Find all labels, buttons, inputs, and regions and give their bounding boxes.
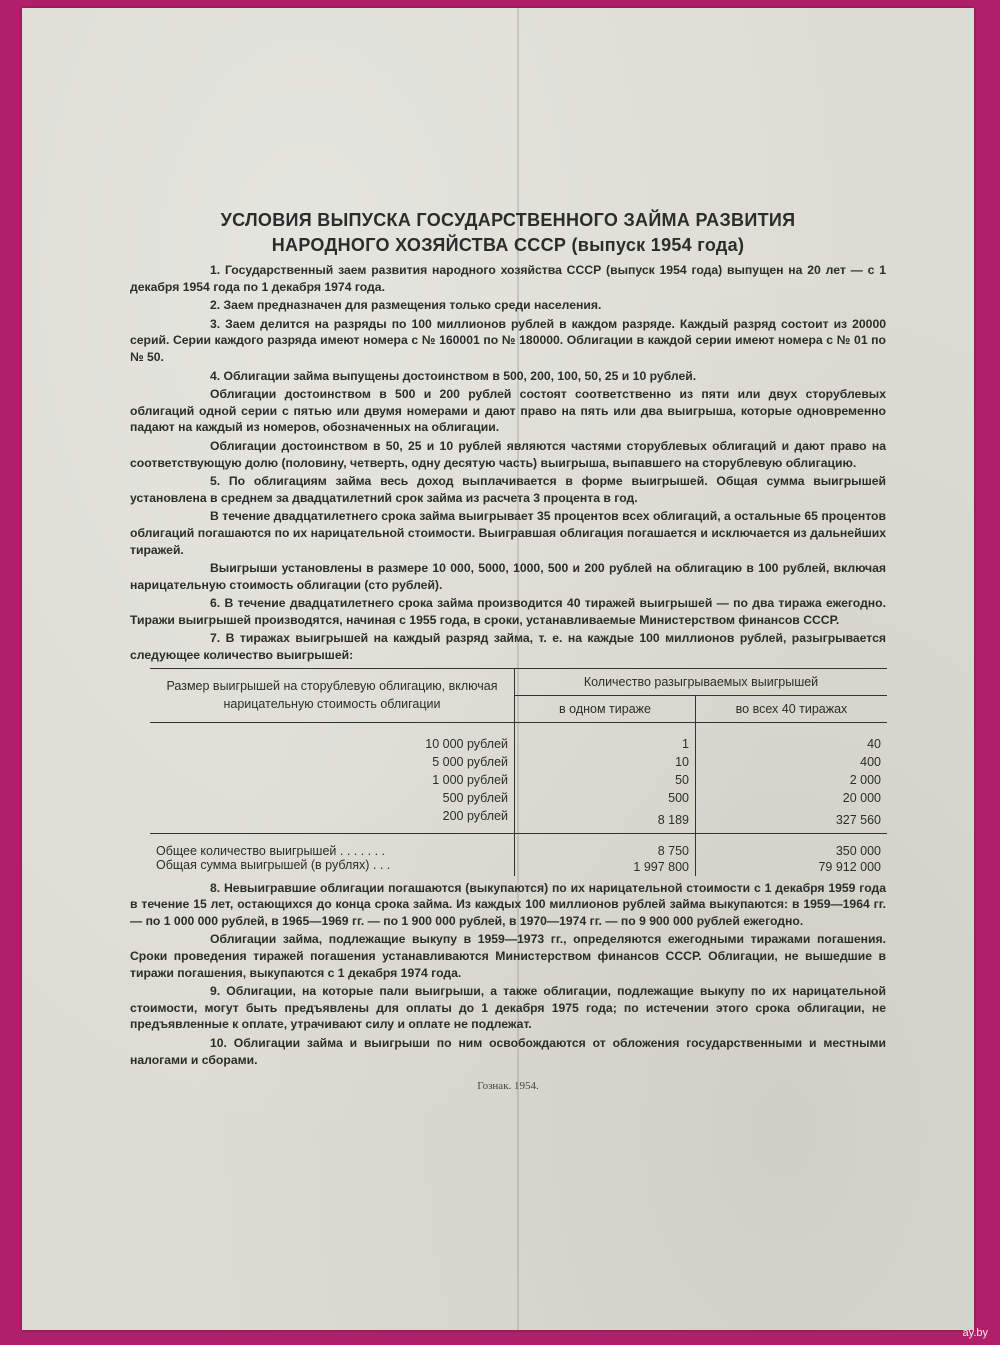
cell-size: 200 рублей <box>150 807 515 834</box>
table-row <box>150 807 887 834</box>
paragraph: 5. По облигациям займа весь доход выплачивается в форме выигрышей. Общая сумма выигрышей установлена в среднем за двадцатилетний срок займа из расчета 3 процента в год. <box>130 474 886 505</box>
total-sum-one: 1 997 800 <box>515 858 696 876</box>
document-title <box>130 208 886 258</box>
cell-all: 40 <box>867 736 881 751</box>
table-row <box>150 722 887 753</box>
paragraph: 6. В течение двадцатилетнего срока займа производится 40 тиражей выигрышей — по два тиража ежегодно. Тиражи выигрышей производятся, начиная с 1955 года, в сроки, устанавливаемые Министерством финансов СССР. <box>130 596 886 627</box>
title-line-2: НАРОДНОГО ХОЗЯЙСТВА СССР (выпуск 1954 года) <box>271 235 745 255</box>
title-line-1: УСЛОВИЯ ВЫПУСКА ГОСУДАРСТВЕННОГО ЗАЙМА РАЗВИТИЯ <box>220 210 796 230</box>
cell-one: 10 <box>515 753 696 771</box>
cell-one: 8 189 <box>515 807 696 834</box>
paragraph: В течение двадцатилетнего срока займа выигрывает 35 процентов всех облигаций, а остальные 65 процентов облигаций погашаются по их нарицательной стоимости. Выигравшая облигация погашается и исключается из дальнейших тиражей. <box>130 509 886 557</box>
paragraph: Облигации достоинством в 50, 25 и 10 рублей являются частями сторублевых облигаций и дают право на соответствующую долю (половину, четверть, одну десятую часть) выигрыша, выпавшего на сторублевую облигацию. <box>130 438 886 470</box>
bond-sheet <box>22 8 974 1330</box>
total-count-label: Общее количество выигрышей . . . . . . . <box>150 833 515 858</box>
paragraph: 3. Заем делится на разряды по 100 миллионов рублей в каждом разряде. Каждый разряд состоит из 20000 серий. Серии каждого разряда имеют номера с № 160001 по № 180000. Облигации в каждой серии имеют номера с № 01 по № 50. <box>130 316 886 364</box>
watermark: ay.by <box>962 1327 988 1339</box>
cell-size: 1 000 рублей <box>150 771 515 789</box>
table-row <box>150 753 887 771</box>
terms-body <box>130 262 886 664</box>
paragraph: 4. Облигации займа выпущены достоинством в 500, 200, 100, 50, 25 и 10 рублей. <box>210 368 697 383</box>
cell-size: 5 000 рублей <box>150 753 515 771</box>
total-count-all: 350 000 <box>696 833 888 858</box>
total-sum-label: Общая сумма выигрышей (в рублях) . . . <box>150 858 515 876</box>
table-row <box>150 771 887 789</box>
total-count-one: 8 750 <box>515 833 696 858</box>
cell-all: 400 <box>860 754 881 769</box>
paragraph: 1. Государственный заем развития народного хозяйства СССР (выпуск 1954 года) выпущен на 20 лет — с 1 декабря 1954 года по 1 декабря 1974 года. <box>130 263 886 294</box>
cell-one: 50 <box>515 771 696 789</box>
document-content <box>130 208 886 1092</box>
paragraph: 8. Невыигравшие облигации погашаются (выкупаются) по их нарицательной стоимости с 1 декабря 1959 года в течение 15 лет, остающихся до конца срока займа. Из каждых 100 миллионов рублей займа выкупаются: в 1959—1964 гг. — по 1 000 000 рублей, в 1965—1969 гг. — по 1 900 000 рублей, в 1970—1974 гг. — по 9 900 000 рублей ежегодно. <box>130 880 886 928</box>
paragraph: 10. Облигации займа и выигрыши по ним освобождаются от обложения государственными и местными налогами и сборами. <box>130 1036 886 1067</box>
cell-all: 20 000 <box>842 790 881 805</box>
cell-size: 10 000 рублей <box>150 722 515 753</box>
terms-body-continued <box>130 880 886 1069</box>
header-win-size: Размер выигрышей на сторублевую облигацию, включая нарицательную стоимость облигации <box>150 668 515 722</box>
cell-one: 500 <box>515 789 696 807</box>
paragraph: Облигации займа, подлежащие выкупу в 1959—1973 гг., определяются ежегодными тиражами погашения. Сроки проведения тиражей погашения устанавливаются Министерством финансов СССР. Облигации, не вышедшие в тиражи погашения, выкупаются с 1 декабря 1974 года. <box>130 932 886 980</box>
header-win-count: Количество разыгрываемых выигрышей <box>515 668 888 695</box>
table-row-total-sum <box>150 858 887 876</box>
cell-all: 2 000 <box>849 772 881 787</box>
total-sum-all: 79 912 000 <box>818 859 881 874</box>
table-row <box>150 789 887 807</box>
paragraph: 2. Заем предназначен для размещения только среди населения. <box>210 298 602 313</box>
paragraph: 7. В тиражах выигрышей на каждый разряд займа, т. е. на каждые 100 миллионов рублей, разыгрывается следующее количество выигрышей: <box>130 631 886 663</box>
cell-all: 327 560 <box>835 812 881 827</box>
winnings-table <box>150 668 887 876</box>
cell-one: 1 <box>515 722 696 753</box>
table-row-total-count <box>150 833 887 858</box>
printer-imprint: Гознак. 1954. <box>477 1080 539 1093</box>
paragraph: Выигрыши установлены в размере 10 000, 5000, 1000, 500 и 200 рублей на облигацию в 100 рублей, включая нарицательную стоимость облигации (сто рублей). <box>130 561 886 592</box>
paragraph: 9. Облигации, на которые пали выигрыши, а также облигации, подлежащие выкупу по их нарицательной стоимости, могут быть предъявлены для оплаты до 1 декабря 1975 года; по истечении этого срока облигации, не предъявленные к оплате, утрачивают силу и оплате не подлежат. <box>130 984 886 1032</box>
header-all-draws: во всех 40 тиражах <box>696 695 888 722</box>
header-one-draw: в одном тираже <box>515 695 696 722</box>
cell-size: 500 рублей <box>150 789 515 807</box>
paragraph: Облигации достоинством в 500 и 200 рублей состоят соответственно из пяти или двух сторублевых облигаций одной серии с пятью или двумя номерами и дают право на пять или два выигрыша, которые одновременно падают на каждый из номеров, обозначенных на облигации. <box>130 387 886 435</box>
